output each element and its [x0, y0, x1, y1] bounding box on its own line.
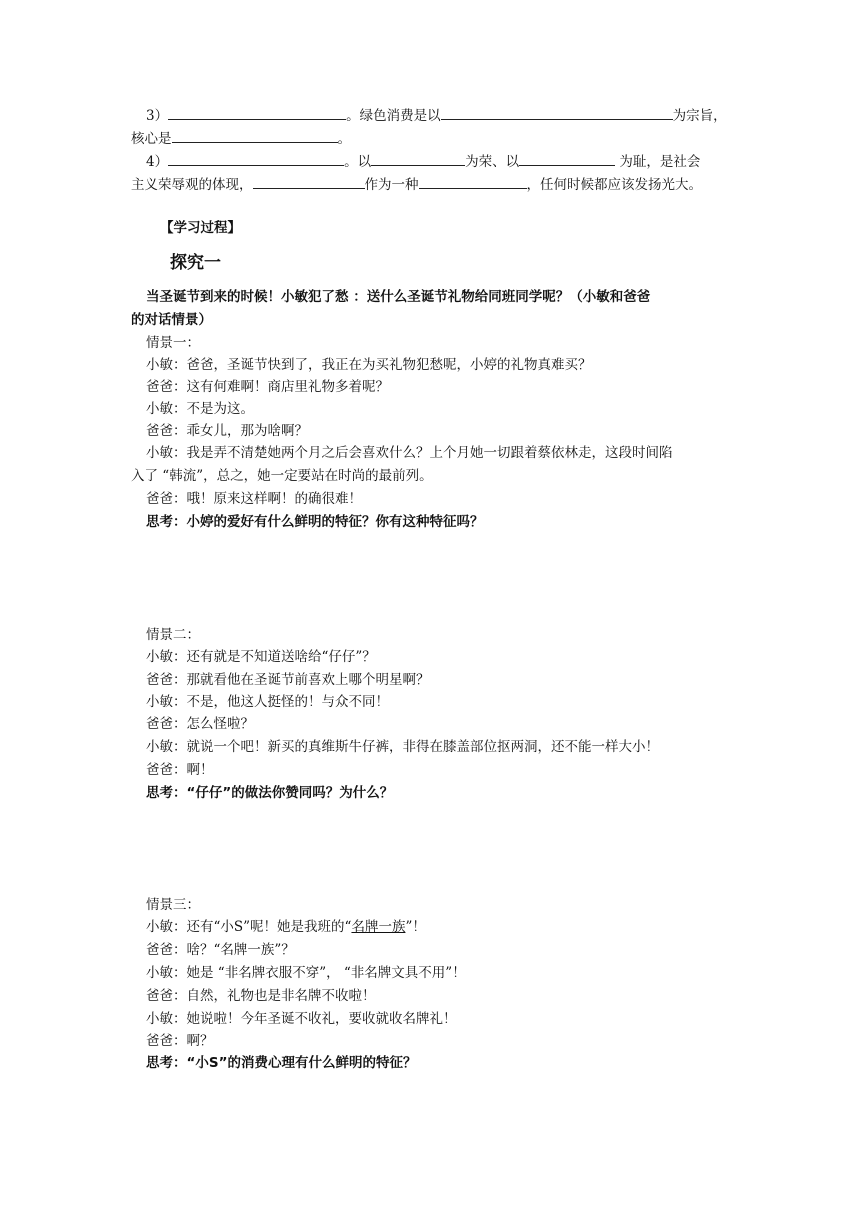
- dialogue-line: 爸爸：啥？“名牌一族”？: [146, 942, 295, 958]
- underlined-term: 名牌一族: [351, 919, 406, 935]
- dialogue-line: 爸爸：哦！原来这样啊！的确很难！: [146, 491, 362, 507]
- item-text: 为荣、以: [465, 154, 520, 170]
- review-item-3: [146, 105, 727, 126]
- dialogue-line: 小敏：不是，他这人挺怪的！与众不同！: [146, 694, 389, 710]
- item-text: 主义荣辱观的体现，: [131, 177, 253, 193]
- intro-text: 当圣诞节到来的时候！小敏犯了愁 ：送什么圣诞节礼物给同班同学呢？（小敏和爸爸: [146, 289, 651, 305]
- section-heading: 【学习过程】: [160, 220, 241, 236]
- dialogue-line: 爸爸：怎么怪啦？: [146, 716, 254, 732]
- dialogue-line-continued: 入了 “韩流”，总之，她一定要站在时尚的最前列。: [131, 468, 433, 484]
- fill-blank[interactable]: [168, 151, 344, 166]
- scene-label: 情景一：: [146, 335, 200, 351]
- think-question: 思考：“小S”的消费心理有什么鲜明的特征？: [146, 1055, 417, 1071]
- dialogue-line: 小敏：我是弄不清楚她两个月之后会喜欢什么？上个月她一切跟着蔡依林走，这段时间陷: [146, 445, 673, 461]
- fill-blank[interactable]: [253, 174, 365, 189]
- intro-text-continued: 的对话情景）: [131, 312, 212, 328]
- review-item-4-continued: [131, 174, 702, 195]
- dialogue-line: 小敏：她是 “非名牌衣服不穿”， “非名牌文具不用”！: [146, 965, 466, 981]
- fill-blank[interactable]: [172, 128, 338, 143]
- dialogue-line: [146, 917, 426, 937]
- dialogue-line: 小敏：还有就是不知道送啥给“仔仔”？: [146, 649, 376, 665]
- item-text: ，任何时候都应该发扬光大。: [526, 177, 702, 193]
- item-number: 4）: [146, 154, 169, 170]
- item-text: 。: [337, 131, 351, 147]
- item-number: 3）: [146, 108, 169, 124]
- item-text: 为宗旨，: [672, 108, 727, 124]
- review-item-4: [146, 151, 700, 172]
- item-text: 为耻，是社会: [615, 154, 701, 170]
- dialogue-text: 小敏：还有“小S”呢！她是我班的“: [146, 919, 352, 935]
- item-text: 作为一种: [364, 177, 419, 193]
- dialogue-text: ”！: [405, 919, 426, 935]
- dialogue-line: 爸爸：自然，礼物也是非名牌不收啦！: [146, 988, 376, 1004]
- dialogue-line: 小敏：不是为这。: [146, 401, 254, 417]
- scene-label: 情景三：: [146, 897, 200, 913]
- item-text: 核心是: [131, 131, 172, 147]
- think-question: 思考：小婷的爱好有什么鲜明的特征？你有这种特征吗？: [146, 514, 484, 530]
- dialogue-line: 爸爸：乖女儿，那为啥啊？: [146, 423, 308, 439]
- think-question: 思考：“仔仔”的做法你赞同吗？为什么？: [146, 785, 394, 801]
- item-text: 。绿色消费是以: [346, 108, 441, 124]
- dialogue-line: 爸爸：啊？: [146, 1033, 214, 1049]
- dialogue-line: 小敏：就说一个吧！新买的真维斯牛仔裤，非得在膝盖部位抠两洞，还不能一样大小！: [146, 739, 659, 755]
- fill-blank[interactable]: [371, 151, 465, 166]
- fill-blank[interactable]: [419, 174, 527, 189]
- fill-blank[interactable]: [168, 105, 346, 120]
- item-text: 。以: [344, 154, 372, 170]
- scene-label: 情景二：: [146, 627, 200, 643]
- fill-blank[interactable]: [519, 151, 615, 166]
- dialogue-line: 小敏：她说啦！今年圣诞不收礼，要收就收名牌礼！: [146, 1011, 457, 1027]
- dialogue-line: 爸爸：这有何难啊！商店里礼物多着呢？: [146, 379, 389, 395]
- dialogue-line: 爸爸：那就看他在圣诞节前喜欢上哪个明星啊？: [146, 672, 430, 688]
- dialogue-line: 爸爸：啊！: [146, 762, 214, 778]
- review-item-3-continued: [131, 128, 351, 149]
- fill-blank[interactable]: [441, 105, 673, 120]
- section-title: 探究一: [170, 253, 221, 273]
- dialogue-line: 小敏：爸爸，圣诞节快到了，我正在为买礼物犯愁呢，小婷的礼物真难买？: [146, 357, 592, 373]
